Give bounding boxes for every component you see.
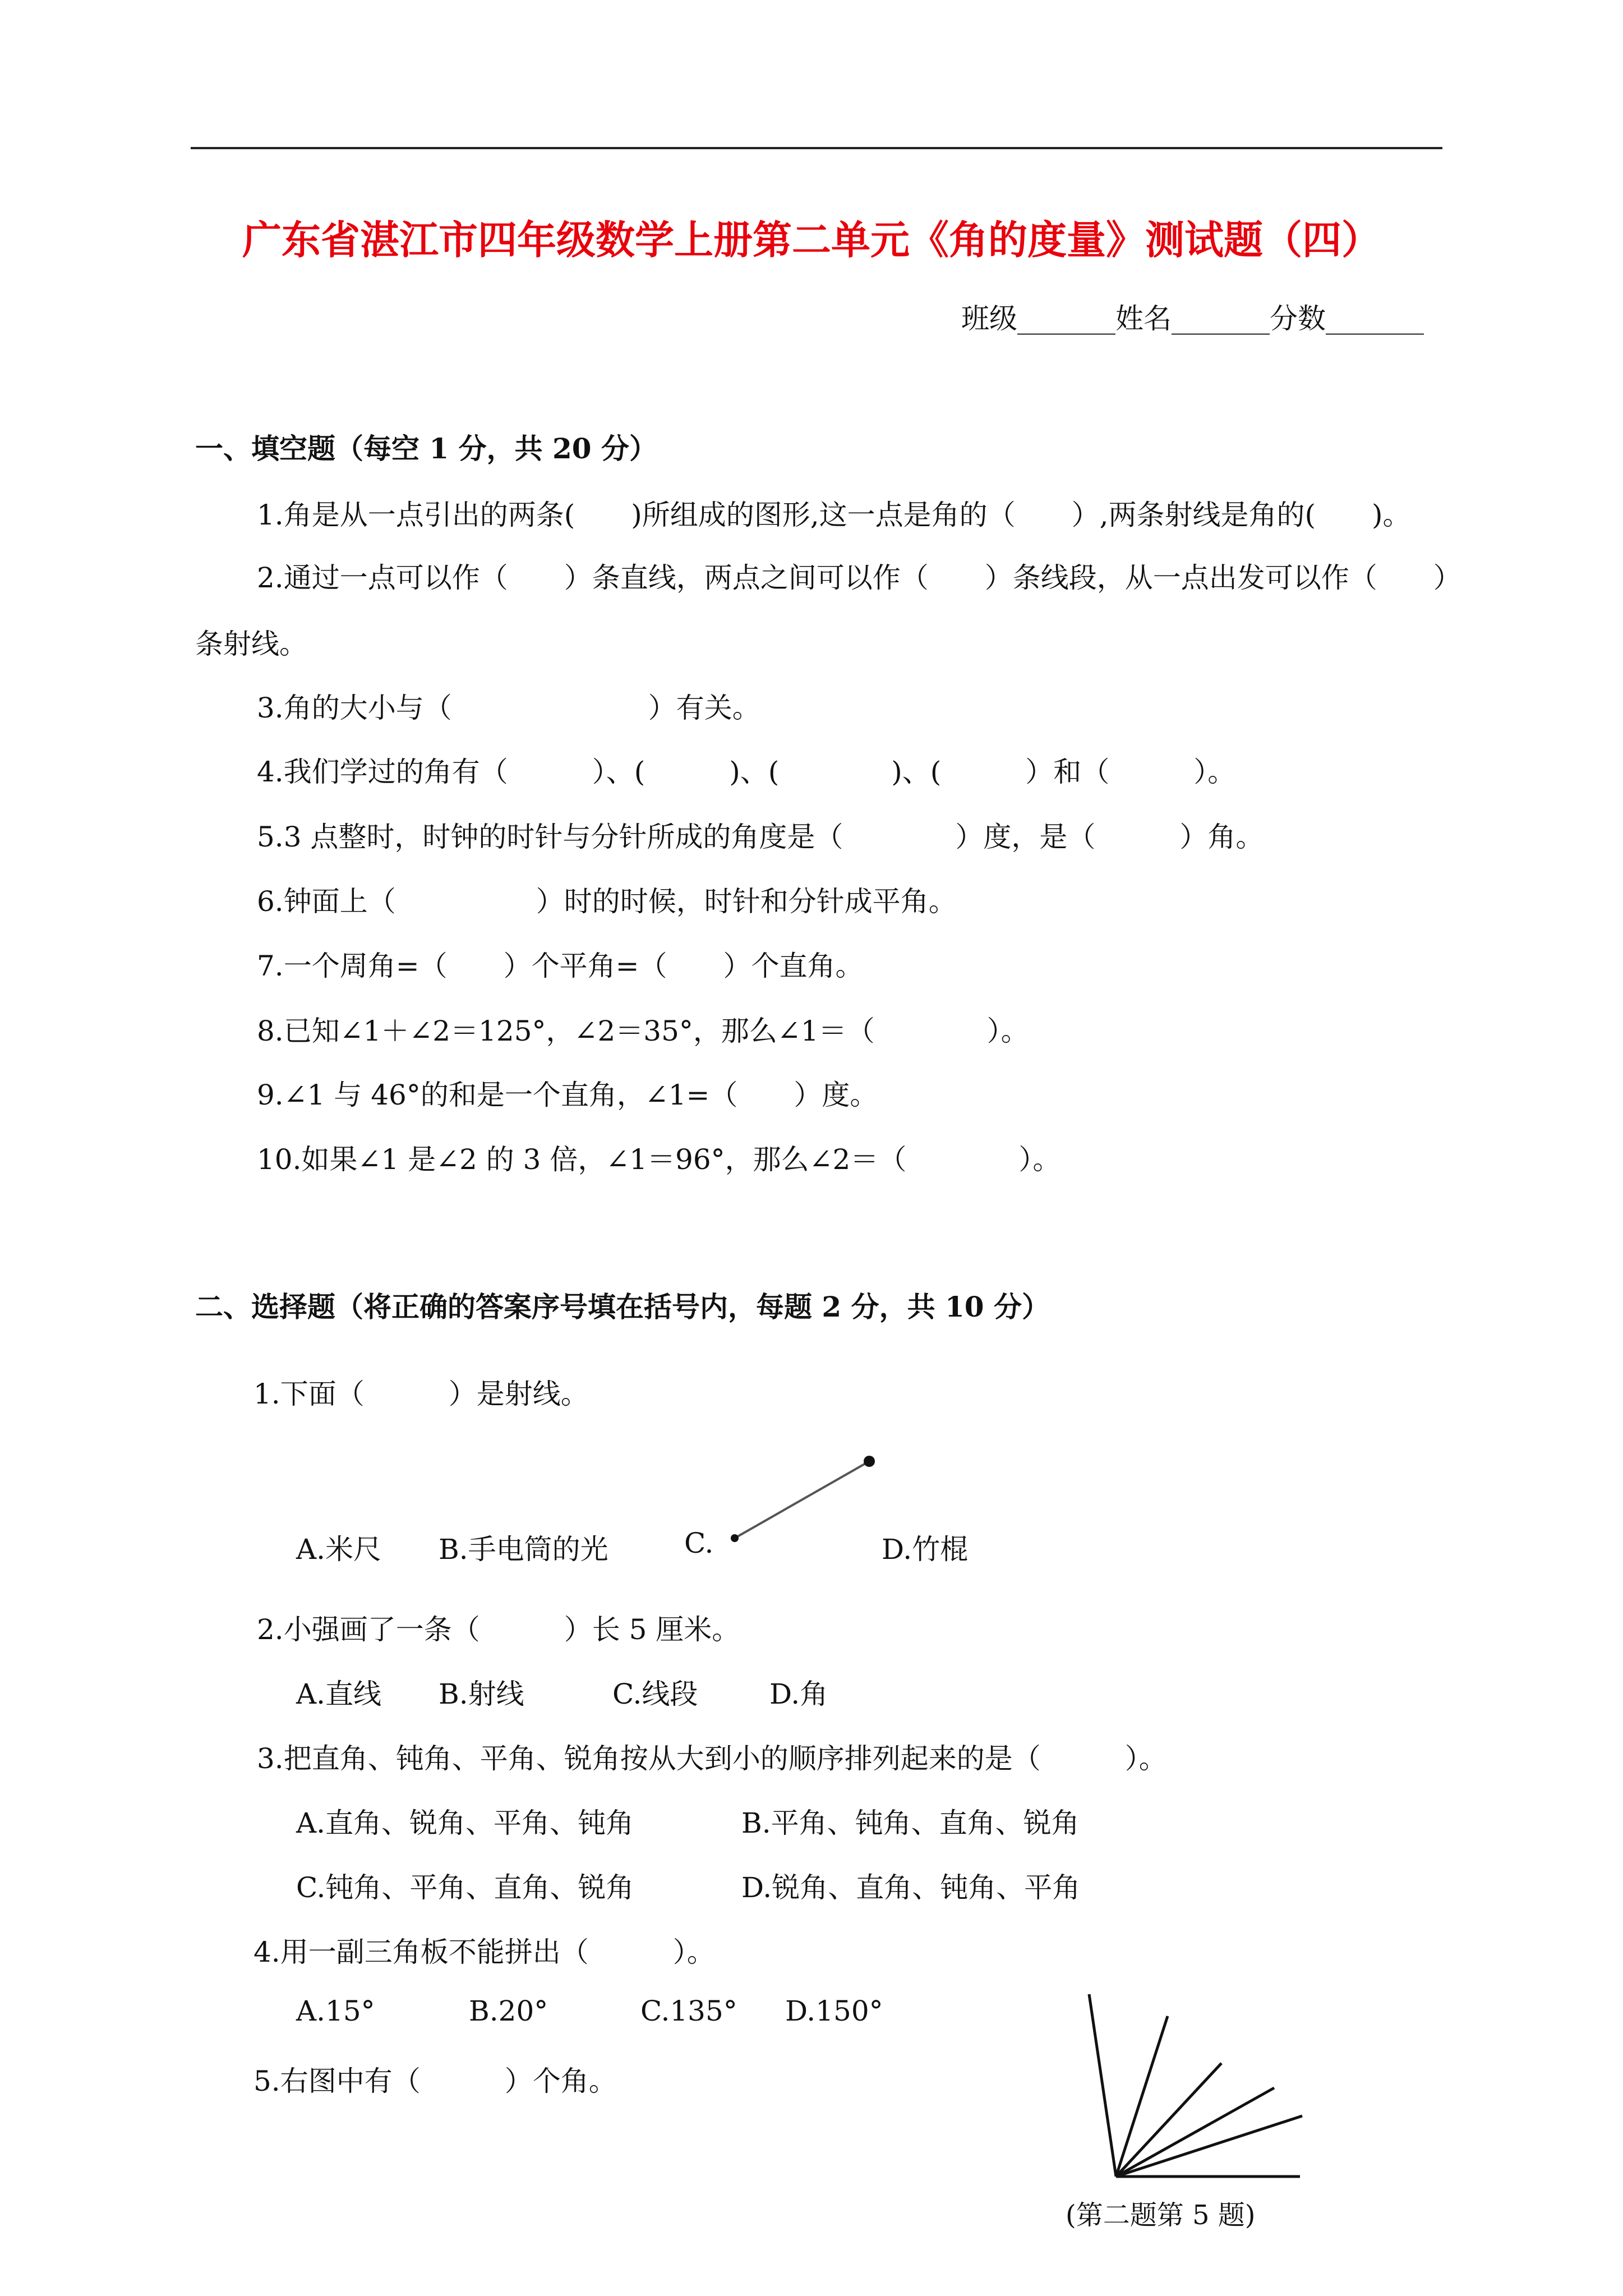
fill-question-9: 9.∠1 与 46°的和是一个直角，∠1=（ ）度。	[257, 1079, 878, 1111]
q1-option-a: A.米尺	[296, 1533, 382, 1566]
fill-question-10: 10.如果∠1 是∠2 的 3 倍，∠1＝96°，那么∠2＝（ ）。	[257, 1143, 1061, 1176]
section-2-heading: 二、选择题（将正确的答案序号填在括号内，每题 2 分，共 10 分）	[195, 1290, 1050, 1323]
fill-question-4: 4.我们学过的角有（ ）、( )、( )、( ）和（ ）。	[257, 756, 1236, 788]
q4-option-b: B.20°	[469, 1995, 548, 2027]
fill-question-7: 7.一个周角=（ ）个平角=（ ）个直角。	[257, 950, 864, 982]
fill-question-2: 2.通过一点可以作（ ）条直线，两点之间可以作（ ）条线段，从一点出发可以作（ ）	[257, 562, 1461, 594]
q1-option-b: B.手电筒的光	[439, 1533, 608, 1566]
figure-caption: (第二题第 5 题)	[1066, 2200, 1256, 2231]
fill-question-2-continued: 条射线。	[195, 628, 307, 660]
q2-option-b: B.射线	[439, 1678, 524, 1710]
q1-option-c: C.	[684, 1527, 714, 1559]
choice-question-3: 3.把直角、钝角、平角、锐角按从大到小的顺序排列起来的是（ ）。	[257, 1742, 1167, 1775]
fill-question-6: 6.钟面上（ ）时的时候，时针和分针成平角。	[257, 885, 957, 918]
q1-option-d: D.竹棍	[882, 1533, 969, 1566]
student-info-line: 班级_______姓名_______分数_______	[961, 302, 1424, 335]
q3-option-d: D.锐角、直角、钝角、平角	[741, 1871, 1081, 1904]
q3-option-b: B.平角、钝角、直角、锐角	[741, 1807, 1080, 1839]
q4-option-d: D.150°	[785, 1995, 883, 2027]
q2-option-a: A.直线	[296, 1678, 382, 1710]
q4-option-c: C.135°	[640, 1995, 737, 2027]
fill-question-3: 3.角的大小与（ ）有关。	[257, 692, 760, 724]
fill-question-1: 1.角是从一点引出的两条( )所组成的图形,这一点是角的（ ）,两条射线是角的( )。	[257, 499, 1411, 531]
q2-option-c: C.线段	[612, 1678, 698, 1710]
choice-question-1: 1.下面（ ）是射线。	[253, 1378, 589, 1410]
q3-option-c: C.钝角、平角、直角、锐角	[296, 1871, 634, 1904]
exam-title: 广东省湛江市四年级数学上册第二单元《角的度量》测试题（四）	[242, 217, 1381, 263]
fill-question-8: 8.已知∠1＋∠2＝125°，∠2＝35°，那么∠1＝（ ）。	[257, 1015, 1029, 1047]
q2-option-d: D.角	[769, 1678, 828, 1710]
q3-option-a: A.直角、锐角、平角、钝角	[296, 1807, 634, 1839]
choice-question-5: 5.右图中有（ ）个角。	[253, 2065, 617, 2097]
fill-question-5: 5.3 点整时，时钟的时针与分针所成的角度是（ ）度，是（ ）角。	[257, 821, 1264, 853]
section-1-heading: 一、填空题（每空 1 分，共 20 分）	[195, 432, 657, 465]
ray-1	[1089, 1994, 1116, 2177]
q4-option-a: A.15°	[296, 1995, 375, 2027]
choice-question-2: 2.小强画了一条（ ）长 5 厘米。	[257, 1613, 740, 1646]
choice-question-4: 4.用一副三角板不能拼出（ ）。	[253, 1936, 715, 1968]
